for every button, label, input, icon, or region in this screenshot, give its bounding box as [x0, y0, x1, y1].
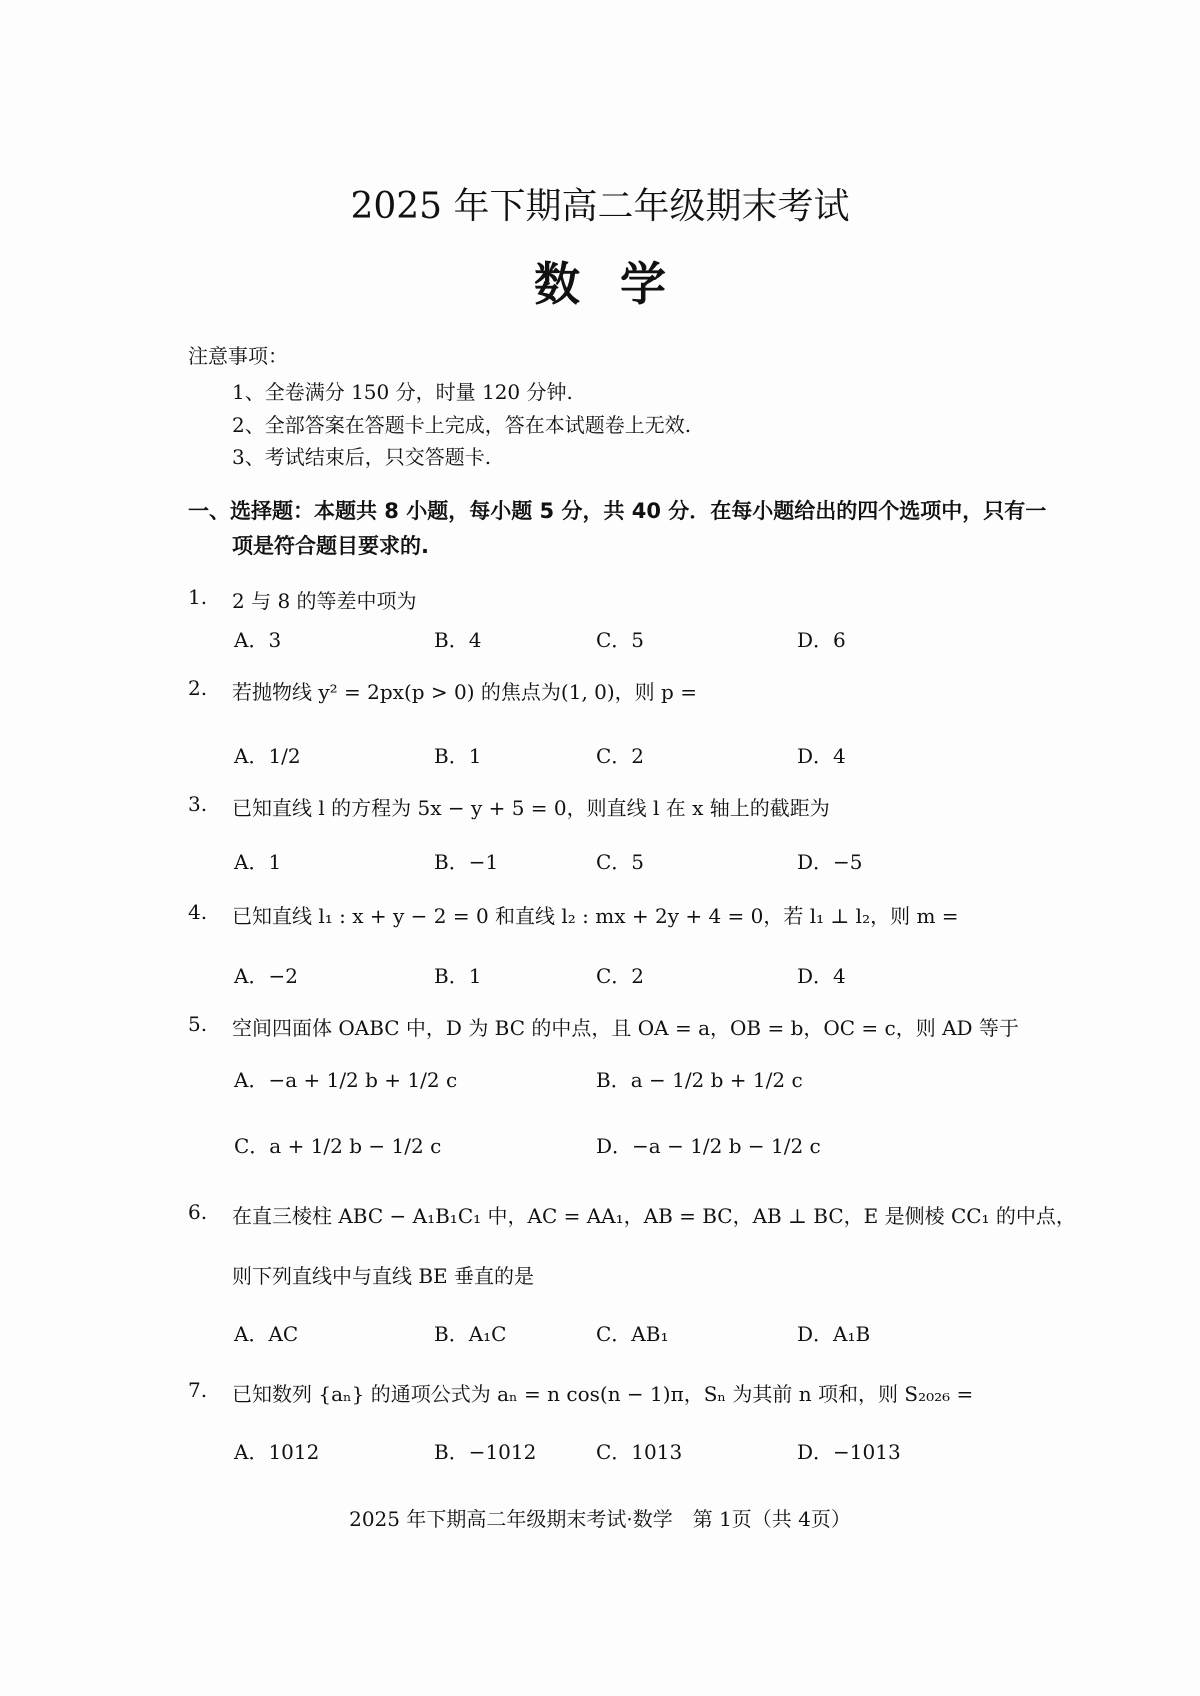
option-b: B．4	[434, 628, 482, 652]
option-d: D．4	[797, 964, 846, 988]
option-a: A．1012	[234, 1440, 320, 1464]
exam-title: 2025 年下期高二年级期末考试	[350, 186, 850, 227]
option-d: D．6	[797, 628, 846, 652]
notice-item: 1、全卷满分 150 分，时量 120 分钟.	[232, 380, 573, 404]
section-heading-line2: 项是符合题目要求的.	[232, 534, 429, 558]
question-number: 1.	[188, 585, 208, 609]
question-text: 若抛物线 y² = 2px(p > 0) 的焦点为(1, 0)，则 p =	[232, 680, 697, 704]
option-c: C．2	[596, 964, 645, 988]
option-c: C．5	[596, 628, 645, 652]
question-number: 6.	[188, 1200, 208, 1224]
question-number: 7.	[188, 1378, 208, 1402]
option-a: A．1/2	[234, 744, 301, 768]
question-text: 已知直线 l 的方程为 5x − y + 5 = 0，则直线 l 在 x 轴上的截距为	[232, 796, 830, 820]
question-text: 已知直线 l₁ : x + y − 2 = 0 和直线 l₂ : mx + 2y + 4 = 0，若 l₁ ⊥ l₂，则 m =	[232, 904, 959, 928]
option-c: C．AB₁	[596, 1322, 669, 1346]
option-b: B．1	[434, 744, 482, 768]
option-c: C．5	[596, 850, 645, 874]
option-a: A．−a + 1/2 b + 1/2 c	[234, 1068, 458, 1092]
option-b: B．a − 1/2 b + 1/2 c	[596, 1068, 803, 1092]
question-number: 5.	[188, 1012, 208, 1036]
question-text: 在直三棱柱 ABC − A₁B₁C₁ 中，AC = AA₁，AB = BC，AB ⊥ BC，E 是侧棱 CC₁ 的中点，	[232, 1204, 1076, 1228]
option-c: C．1013	[596, 1440, 683, 1464]
option-d: D．−1013	[797, 1440, 901, 1464]
option-b: B．A₁C	[434, 1322, 507, 1346]
option-c: C．a + 1/2 b − 1/2 c	[234, 1134, 442, 1158]
question-number: 4.	[188, 900, 208, 924]
question-text: 已知数列 {aₙ} 的通项公式为 aₙ = n cos(n − 1)π，Sₙ 为其前 n 项和，则 S₂₀₂₆ =	[232, 1382, 974, 1406]
option-b: B．−1	[434, 850, 499, 874]
question-text-cont: 则下列直线中与直线 BE 垂直的是	[232, 1264, 535, 1288]
page-footer: 2025 年下期高二年级期末考试·数学 第 1页（共 4页）	[349, 1507, 851, 1531]
option-b: B．1	[434, 964, 482, 988]
notice-item: 3、考试结束后，只交答题卡.	[232, 445, 492, 469]
subject-title: 数学	[534, 257, 706, 311]
question-text: 空间四面体 OABC 中，D 为 BC 的中点，且 OA = a，OB = b，OC = c，则 AD 等于	[232, 1016, 1019, 1040]
section-heading-line1: 一、选择题：本题共 8 小题，每小题 5 分，共 40 分．在每小题给出的四个选项中，只有一	[188, 499, 1047, 523]
option-d: D．−a − 1/2 b − 1/2 c	[596, 1134, 821, 1158]
option-a: A．3	[234, 628, 282, 652]
option-d: D．A₁B	[797, 1322, 871, 1346]
question-number: 3.	[188, 792, 208, 816]
option-c: C．2	[596, 744, 645, 768]
option-d: D．−5	[797, 850, 863, 874]
option-a: A．1	[234, 850, 282, 874]
option-d: D．4	[797, 744, 846, 768]
option-a: A．−2	[234, 964, 298, 988]
option-b: B．−1012	[434, 1440, 537, 1464]
option-a: A．AC	[234, 1322, 299, 1346]
notice-item: 2、全部答案在答题卡上完成，答在本试题卷上无效.	[232, 413, 692, 437]
question-number: 2.	[188, 676, 208, 700]
question-text: 2 与 8 的等差中项为	[232, 589, 417, 613]
notice-heading: 注意事项：	[188, 344, 288, 368]
